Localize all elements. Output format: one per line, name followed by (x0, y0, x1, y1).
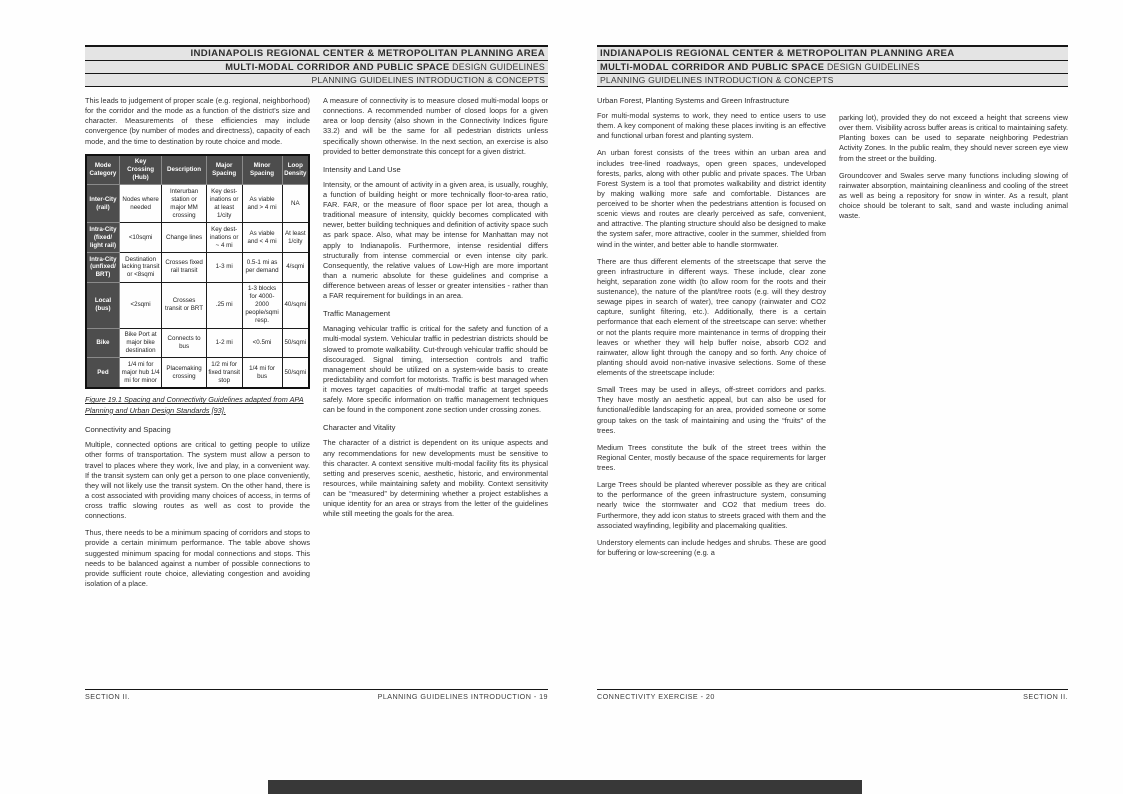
table-row (86, 358, 309, 388)
section-heading-traffic: Traffic Management (323, 309, 391, 319)
table-header-cell: Major Spacing (206, 155, 242, 185)
footer-section-label: SECTION II. (1023, 692, 1068, 701)
table-cell: As viable and > 4 mi (242, 185, 282, 223)
paragraph: Multiple, connected options are critical to getting people to utilize other forms of transportation. The system must allow a person to travel to places where they work, live and play, in a convenient way. If the transit system can only get a person to one place conveniently, they will not likely use the transit system. On the other hand, there is a cost associated with providing many choices of access, in terms of cross traffic slowing routes as well as cost to provide the connections. (85, 440, 310, 521)
header-section: PLANNING GUIDELINES INTRODUCTION & CONCEPTS (600, 75, 834, 85)
table-row (86, 223, 309, 253)
table-row (86, 282, 309, 328)
header-line-3 (85, 74, 548, 87)
paragraph: parking lot), provided they do not exceed a height that screens view over them. Visibility across buffer areas is critical to maintaining safety. Planting boxes can be used to separate neighboring Pedestrian Activity Zones. In the public realm, they should never screen eye view from the street or the building. (839, 113, 1068, 163)
page-header (597, 45, 1068, 87)
table-row (86, 253, 309, 283)
section-heading-connectivity: Connectivity and Spacing (85, 425, 171, 435)
table-cell: 1/2 mi for fixed transit stop (206, 358, 242, 388)
table-cell: 40/sqmi (282, 282, 309, 328)
paragraph: Understory elements can include hedges and shrubs. These are good for buffering or low-screening (e.g. a (597, 537, 826, 557)
paragraph: Groundcover and Swales serve many functions including slowing of rainwater absorption, maintaining cleanliness and cooling of the street as well as being a repository for snow in winter. As a result, plant choice should be tolerant to salt, sand and waste including animal waste. (839, 170, 1068, 221)
header-section: PLANNING GUIDELINES INTRODUCTION & CONCEPTS (311, 75, 545, 85)
left-page-column-1 (85, 96, 310, 688)
right-page-columns (597, 96, 1068, 688)
spacing-guidelines-table (85, 154, 310, 390)
table-row (86, 185, 309, 223)
header-line-2 (85, 61, 548, 74)
table-cell: Key dest-inations or ~ 4 mi (206, 223, 242, 253)
section-heading-character: Character and Vitality (323, 423, 396, 433)
page-left (85, 45, 548, 701)
table-cell: Placemaking crossing (162, 358, 207, 388)
header-title: INDIANAPOLIS REGIONAL CENTER & METROPOLITAN PLANNING AREA (190, 48, 545, 59)
table-cell: <10sqmi (119, 223, 161, 253)
right-page-column-1 (597, 96, 826, 688)
table-cell-mode: Bike (86, 328, 119, 358)
table-header-cell: Minor Spacing (242, 155, 282, 185)
header-subtitle-rest: DESIGN GUIDELINES (826, 62, 920, 72)
paragraph-intro: This leads to judgement of proper scale (e.g. regional, neighborhood) for the corridor and the mode as a function of the district's size and character. Measurements of these efficiencies may include convergence (by number of modes and directness), capacity of each mode, and the time to destination by route choice and mode. (85, 96, 310, 146)
header-subtitle-bold: MULTI-MODAL CORRIDOR AND PUBLIC SPACE (225, 62, 450, 72)
table-cell: 4/sqmi (282, 253, 309, 283)
paragraph: Large Trees should be planted wherever possible as they are critical to the performance of the green infrastructure system, consuming nearly twice the stormwater and CO2 that medium trees do. Furthermore, they add icon status to streets graced with them and the associated wayfinding, legibility and placemaking qualities. (597, 480, 826, 530)
footer-page-label: PLANNING GUIDELINES INTRODUCTION - 19 (377, 692, 548, 701)
paragraph: Small Trees may be used in alleys, off-street corridors and parks. They have mostly an aesthetic appeal, but can also be used for functional/edible landscaping for an area, provided someone or some group takes on the task of maintaining and using the “fruits” of the trees. (597, 385, 826, 435)
table-cell: NA (282, 185, 309, 223)
table-cell: <0.5mi (242, 328, 282, 358)
paragraph: Intensity, or the amount of activity in a given area, is usually, roughly, a function of building height or more technically floor-to-area ratio, FAR. FAR, or the measure of floor space per lot area, though a traditional measure of intensity, quickly becomes complicated with newer, better building techniques and definition of activity space such as park space. Also, what may be intense for Manhattan may not apply to Indianapolis. Furthermore, intense residential differs structurally from intense commercial or even intense city park. Consequently, the relative values of Low-High are more important than a numeric absolute for these guidelines and comprise a difference between areas of lesser or greater intensities - rather than a FAR requirement for buildings in an area. (323, 179, 548, 301)
table-cell: Crosses fixed rail transit (162, 253, 207, 283)
table-cell-mode: Ped (86, 358, 119, 388)
table-cell: As viable and < 4 mi (242, 223, 282, 253)
header-line-1 (85, 45, 548, 61)
header-line-2 (597, 61, 1068, 74)
table-cell: 1-2 mi (206, 328, 242, 358)
paragraph: The character of a district is dependent on its unique aspects and any recommendations for new developments must be sensitive to this character. A context sensitive multi-modal facility fits its physical setting and preserves scenic, aesthetic, historic, and environmental resources, while maintaining safety and mobility. Context sensitivity can be “measured” by determining whether a project establishes a unique identity for an area or strays from the letter of the guidelines while still meeting the goals for the area. (323, 438, 548, 519)
footer-section-label: SECTION II. (85, 692, 130, 701)
left-page-column-2 (323, 96, 548, 688)
table-row (86, 328, 309, 358)
table-cell: 50/sqmi (282, 358, 309, 388)
table-header-cell: Key Crossing (Hub) (119, 155, 161, 185)
table-cell-mode: Local (bus) (86, 282, 119, 328)
table-cell: Connects to bus (162, 328, 207, 358)
header-line-3 (597, 74, 1068, 87)
table-head (86, 155, 309, 185)
page-footer (597, 689, 1068, 702)
table-cell: 0.5-1 mi as per demand (242, 253, 282, 283)
table-header-cell: Mode Category (86, 155, 119, 185)
paragraph: For multi-modal systems to work, they need to entice users to use them. A key component of making these places inviting is an effective and functional urban forest and planting system. (597, 111, 826, 141)
footer-exercise-label: CONNECTIVITY EXERCISE - 20 (597, 692, 715, 701)
page-header (85, 45, 548, 87)
table-header-cell: Loop Density (282, 155, 309, 185)
table-cell: 1/4 mi for major hub 1/4 mi for minor (119, 358, 161, 388)
paragraph: A measure of connectivity is to measure closed multi-modal loops or connections. A recommended number of closed loops for a given area or loop density (also shown in the Connectivity Indices figure 33.2) and will be the same for all pedestrian districts unless specifically shown otherwise. In the next section, an exercise is also provided to better demonstrate this concept for a given district. (323, 96, 548, 156)
table-cell: 1-3 blocks for 4000-2000 people/sqmi resp. (242, 282, 282, 328)
table-cell: 1-3 mi (206, 253, 242, 283)
paragraph: Managing vehicular traffic is critical for the safety and function of a multi-modal system. Vehicular traffic in pedestrian districts should be slowed to promote walkability. Cut-through vehicular traffic should be discouraged. Signal timing, intersection controls and traffic management should be utilized on a system-wide basis to create predictability and comfort for motorists. Traffic is best managed when it moves target capacities of multi-modal traffic at target speeds safely. More specific information on traffic management techniques can be found in the component zone section under crossing zones. (323, 324, 548, 415)
bottom-bar (268, 780, 862, 794)
paragraph: An urban forest consists of the trees within an urban area and includes tree-lined roadways, open green spaces, undeveloped forests, parks, along with other public and private spaces. The Urban Forest System is a tool that promotes walkability and district identity by making walking more safe and comfortable. Distances are perceived to be shorter when the pedestrians attention is focused on scenic views and routes are clearly perceived as safe, convenient, and attractive. The planting structure should also be designed to make the system safer, more attractive, cooler in the summer, shielded from wind in the winter, and better able to handle stormwater. (597, 148, 826, 249)
table-cell: Nodes where needed (119, 185, 161, 223)
right-page-column-2 (839, 96, 1068, 688)
table-cell-mode: Intra-City (fixed/ light rail) (86, 223, 119, 253)
section-heading-urban-forest: Urban Forest, Planting Systems and Green Infrastructure (597, 96, 790, 105)
page-footer (85, 689, 548, 702)
table-cell: 50/sqmi (282, 328, 309, 358)
table-cell: Key dest-inations or at least 1/city (206, 185, 242, 223)
header-line-1 (597, 45, 1068, 61)
page-right (597, 45, 1068, 701)
section-heading-intensity: Intensity and Land Use (323, 164, 401, 174)
left-page-columns (85, 96, 548, 688)
table-cell: Change lines (162, 223, 207, 253)
table-cell-mode: Intra-City (unfixed/ BRT) (86, 253, 119, 283)
table-cell-mode: Inter-City (rail) (86, 185, 119, 223)
table-cell: <2sqmi (119, 282, 161, 328)
table-cell: At least 1/city (282, 223, 309, 253)
header-subtitle-rest: DESIGN GUIDELINES (452, 62, 545, 72)
paragraph: Thus, there needs to be a minimum spacing of corridors and stops to provide a certain minimum performance. The table above shows suggested minimum spacing for modal connections and stops. This needs to be balanced against a number of possible connections to provide sufficient route choice, alleviating congestion and avoiding isolation of a place. (85, 528, 310, 588)
figure-caption: Figure 19.1 Spacing and Connectivity Guidelines adapted from APA Planning and Urban Design Standards [93]. (85, 395, 304, 415)
table-header-cell: Description (162, 155, 207, 185)
header-subtitle-bold: MULTI-MODAL CORRIDOR AND PUBLIC SPACE (600, 62, 825, 72)
table-body (86, 185, 309, 388)
table-header-row (86, 155, 309, 185)
table-cell: .25 mi (206, 282, 242, 328)
paragraph: There are thus different elements of the streetscape that serve the green infrastructure in different ways. These include, clear zone height, separation zone width (to allow room for the roots and their sustenance), the nature of the plant/tree roots (e.g. will they destroy sewage pipes in search of water), tree canopy (rainwater and CO2 capture, sunlight filtering, etc.). Additionally, there is a certain performance that each element of the streetscape can serve: whether or not the plants require more maintenance in terms of dropping their leaves or whether they will help buffer noise, absorb CO2 and rainwater, allow light through the canopy and so forth. Any choice of planting should avoid non-native invasive selections. Some of these elements of the streetscape include: (597, 256, 826, 377)
table-cell: Destination lacking transit or <8sqmi (119, 253, 161, 283)
table-cell: Crosses transit or BRT (162, 282, 207, 328)
table-cell: 1/4 mi for bus (242, 358, 282, 388)
table-cell: Bike Port at major bike destination (119, 328, 161, 358)
table-cell: Interurban station or major MM crossing (162, 185, 207, 223)
paragraph: Medium Trees constitute the bulk of the street trees within the Regional Center, mostly because of the space requirements for larger trees. (597, 442, 826, 472)
header-title: INDIANAPOLIS REGIONAL CENTER & METROPOLITAN PLANNING AREA (600, 48, 955, 59)
